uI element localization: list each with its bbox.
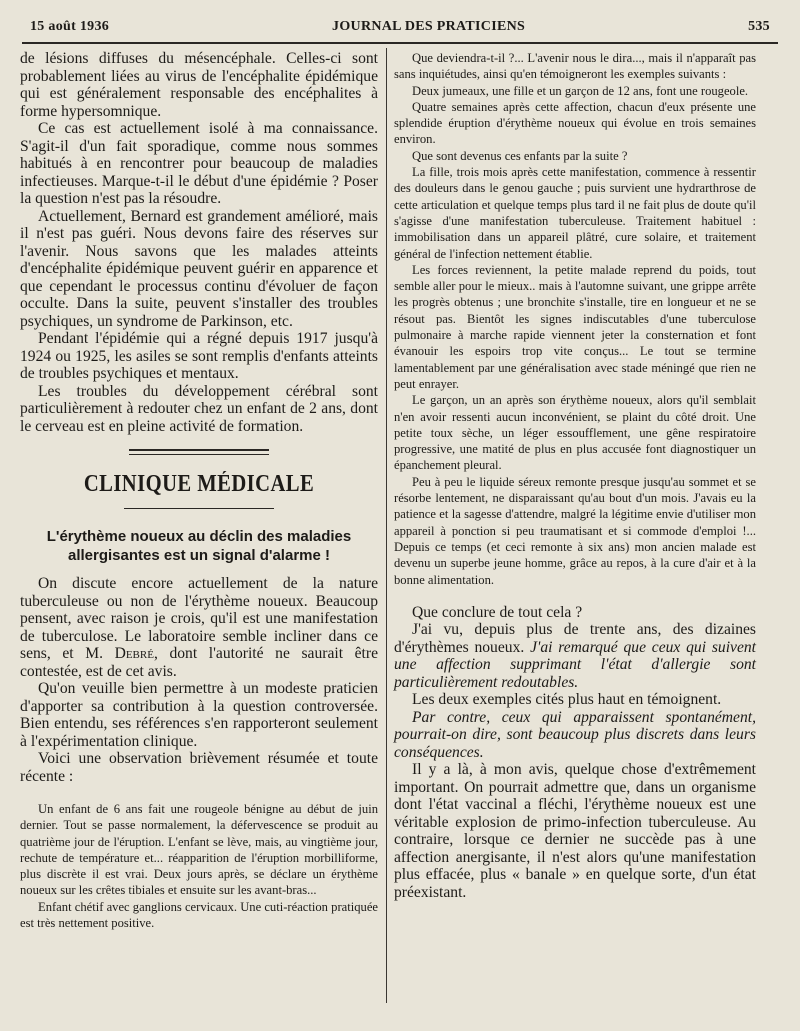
section-title: CLINIQUE MÉDICALE xyxy=(83,471,315,497)
case-paragraph: Que deviendra-t-il ?... L'avenir nous le dira..., mais il n'apparaît pas sans inquiétudes, ainsi qu'en témoigneront les exemples suivants : xyxy=(394,51,756,82)
column-divider xyxy=(386,48,387,1003)
paragraph: Ce cas est actuellement isolé à ma connaissance. S'agit-il d'un fait sporadique, comme nous sommes habitués à en rencontrer pour beaucoup de maladies infectieuses. Marque-t-il le début d'une épidémie ? Poser la question n'est pas la résoudre. xyxy=(20,120,378,207)
conclusion-question: Que conclure de tout cela ? xyxy=(412,603,583,621)
paragraph: Actuellement, Bernard est grandement amélioré, mais il n'est pas guéri. Nous devons faire des réserves sur l'avenir. Nous savons que les malades atteints d'encéphalite épidémique peuvent guérir en apparence et que cependant le processus continu d'évoluer de façon occulte. Dans la suite, peuvent s'installer des troubles psychiques, un syndrome de Parkinson, etc. xyxy=(20,207,378,330)
section-underline xyxy=(124,508,274,509)
observation-paragraph: Un enfant de 6 ans fait une rougeole bénigne au début de juin dernier. Tout se passe normalement, la défervescence se produit au quatrième jour de l'éruption. L'enfant se lève, mais, au vingtième jour, rechute de température et... réapparition de l'éruption morbilliforme, plus discrète il est vrai. Deux jours après, se déclare un érythème noueux sur les crêtes tibiales et ensuite sur les avant-bras... xyxy=(20,802,378,898)
header-date: 15 août 1936 xyxy=(30,19,110,34)
article-title: L'érythème noueux au déclin des maladies allergisantes est un signal d'alarme ! xyxy=(46,528,352,564)
paragraph: Les troubles du développement cérébral sont particulièrement à redouter chez un enfant de 2 ans, dont le cerveau est en pleine activité de formation. xyxy=(20,382,378,435)
case-paragraph: Peu à peu le liquide séreux remonte presque jusqu'au sommet et se résorbe lentement, ne disparaissant qu'au bout d'un mois. J'avais eu la patience et la sagesse d'attendre, malgré la légitime envie d'utiliser mon appareil à ponction si peu traumatisant et si commode d'emploi !... Depuis ce temps (et ceci remonte à six ans) mon ancien malade est devenu un superbe jeune homme, grâce au repos, à la cure d'air et à la bonne alimentation. xyxy=(394,474,756,587)
article-paragraph: Voici une observation brièvement résumée et toute récente : xyxy=(20,750,378,785)
case-paragraph: Quatre semaines après cette affection, chacun d'eux présente une splendide éruption d'érythème noueux qui évolue en trois semaines environ. xyxy=(394,99,756,147)
article-paragraph: Qu'on veuille bien permettre à un modeste praticien d'apporter sa contribution à la question controversée. Bien entendu, ses références s'en rapporteront seulement à l'expérimentation clinique. xyxy=(20,680,378,750)
left-column xyxy=(20,50,378,931)
conclusion-paragraph xyxy=(394,709,756,762)
case-paragraph: Les forces reviennent, la petite malade reprend du poids, tout semble aller pour le mieux.. mais à l'automne suivant, une grippe arrête les progrès obtenus ; une bronchite s'installe, tire en longueur et ne se résout pas. Bientôt les signes indiscutables d'une tuberculose pulmonaire à marche rapide viennent jeter la consternation et font évanouir les espoirs trop vite conçus... Le tout se termine lamentablement par une généralisation avec stade méningé que rien ne peut enrayer. xyxy=(394,262,756,391)
case-paragraph: Le garçon, un an après son érythème noueux, alors qu'il semblait n'en avoir ressenti aucun inconvénient, se plaint du côté droit. Une petite toux sèche, un léger essoufflement, une gêne respiratoire progressive, une matité de plus en plus accusée font diagnostiquer un épanchement pleural. xyxy=(394,393,756,473)
paragraph: Pendant l'épidémie qui a régné depuis 1917 jusqu'à 1924 ou 1925, les asiles se sont remplis d'enfants atteints de troubles psychiques et mentaux. xyxy=(20,330,378,382)
header-rule xyxy=(22,42,778,44)
section-separator xyxy=(129,449,269,455)
header-journal-title: JOURNAL DES PRATICIENS xyxy=(332,19,526,34)
header-page-number: 535 xyxy=(748,19,770,34)
right-column xyxy=(394,50,756,901)
case-paragraph: Que sont devenus ces enfants par la suite ? xyxy=(412,148,628,163)
conclusion-paragraph: Il y a là, à mon avis, quelque chose d'extrêmement important. On pourrait admettre que, dans un organisme dont l'état vaccinal a fléchi, l'érythème noueux est une véritable explosion de primo-infection tuberculeuse. Au contraire, lorsque ce dernier ne succède pas à une affection anergisante, il n'est alors qu'une manifestation plus effacée, plus « banale » en quelque sorte, d'un état préexistant. xyxy=(394,761,756,901)
conclusion-paragraph: Les deux exemples cités plus haut en témoignent. xyxy=(412,691,722,709)
emphasis-text: J'ai remarqué que ceux qui suivent une affection supprimant l'état d'allergie sont particulièrement redoutables. xyxy=(394,638,756,691)
case-paragraph: Deux jumeaux, une fille et un garçon de 12 ans, font une rougeole. xyxy=(412,83,749,98)
case-paragraph: La fille, trois mois après cette manifestation, commence à ressentir des douleurs dans le genou gauche ; puis survient une hydrarthrose de cette articulation et quelque temps plus tard il ne fait plus de doute qu'il s'agisse d'une manifestation tuberculeuse. Traitement habituel : immobilisation dans un appareil plâtré, cure solaire, et traitement général de l'infection nettement établie. xyxy=(394,165,756,261)
article-paragraph: On discute encore actuellement de la nature tuberculeuse ou non de l'érythème noueux. Beaucoup pensent, avec raison je crois, qu'il est une manifestation de tuberculose. Le laboratoire semble incliner dans ce sens, et M. Debré, dont l'autorité ne saurait être contestée, est de cet avis. xyxy=(20,575,378,680)
page-header xyxy=(30,16,770,38)
author-name: Debré xyxy=(114,645,154,662)
observation-paragraph: Enfant chétif avec ganglions cervicaux. Une cuti-réaction pratiquée est très nettement positive. xyxy=(20,899,378,931)
emphasis-text: Par contre, ceux qui apparaissent spontanément, pourrait-on dire, sont beaucoup plus discrets dans leurs conséquences. xyxy=(394,708,756,761)
conclusion-paragraph: J'ai vu, depuis plus de trente ans, des dizaines d'érythèmes noueux. J'ai remarqué que ceux qui suivent une affection supprimant l'état d'allergie sont particulièrement redoutables. xyxy=(394,621,756,691)
paragraph: de lésions diffuses du mésencéphale. Celles-ci sont probablement liées au virus de l'encéphalite épidémique qui est généralement responsable des encéphalites à forme hypersomnique. xyxy=(20,50,378,120)
